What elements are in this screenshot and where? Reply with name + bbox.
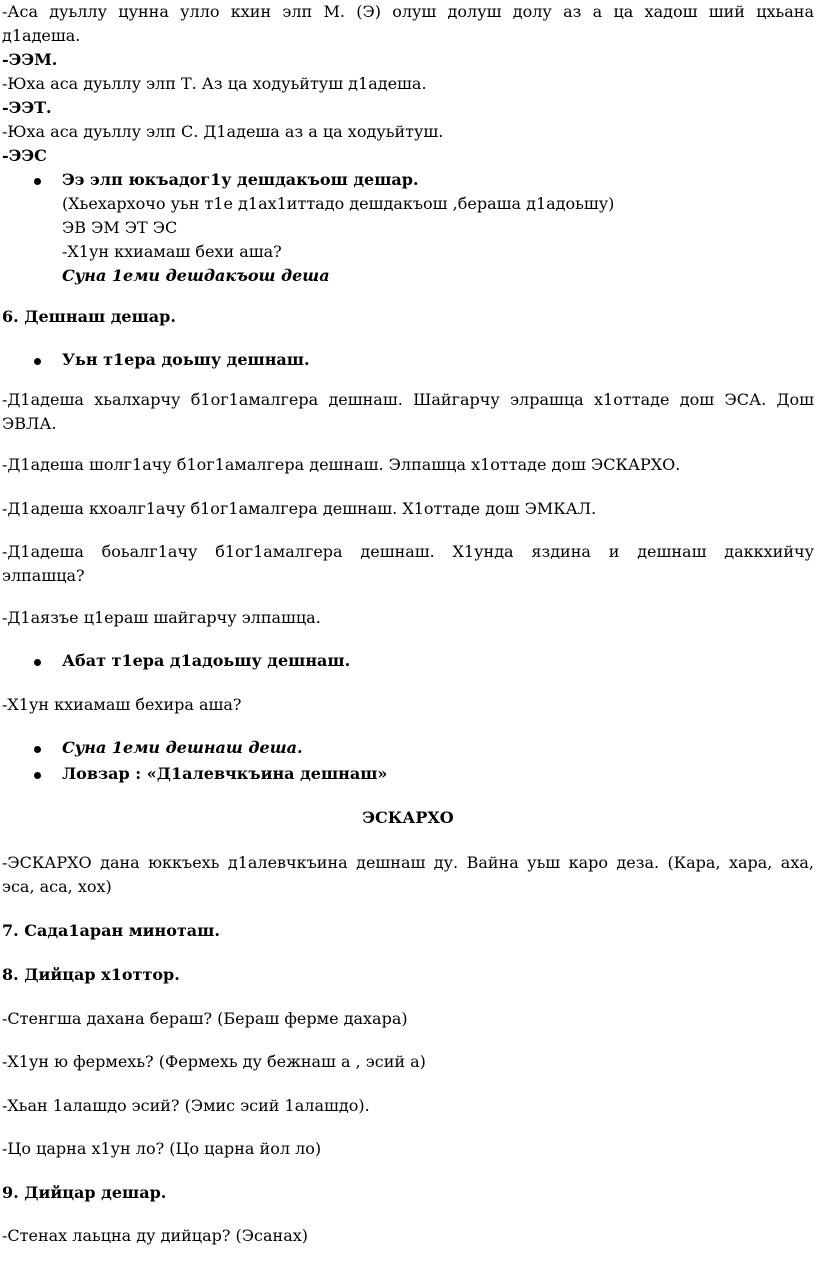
text-line: -Х1ун кхиамаш бехи аша?: [62, 242, 282, 261]
text-line: -Д1адеша кхоалг1ачу б1ог1амалгера дешнаш. Х1оттаде дош ЭМКАЛ.: [2, 499, 597, 518]
bullet-icon: [34, 746, 41, 753]
text-line: -Д1адеша хьалхарчу б1ог1амалгера дешнаш. Шайгарчу элрашца х1оттаде дош ЭСА. Дош: [2, 390, 814, 409]
text-line: -Аса дуьллу цунна улло кхин элп М. (Э) олуш долуш долу аз а ца хадош ший цхьана: [2, 2, 814, 21]
text-line: -Юха аса дуьллу элп Т. Аз ца ходуьйтуш д1адеша.: [2, 74, 427, 93]
bullet-icon: [34, 358, 41, 365]
text-line: -Д1адеша боьалг1ачу б1ог1амалгера дешнаш. Х1унда яздина и дешнаш даккхийчу: [2, 542, 814, 561]
text-line: Суна 1еми дешдакъош деша: [62, 266, 330, 285]
text-line: -Х1ун кхиамаш бехира аша?: [2, 695, 242, 714]
bullet-item: Ловзар : «Д1алевчкъина дешнаш»: [62, 764, 388, 783]
text-line: -Стенах лаьцна ду дийцар? (Эсанах): [2, 1226, 308, 1245]
text-line: (Хьехархочо уьн т1е д1ах1иттадо дешдакъош ,бераша д1адоьшу): [62, 194, 615, 213]
bullet-icon: [34, 772, 41, 779]
text-line: -Стенгша дахана бераш? (Бераш ферме дахара): [2, 1009, 408, 1028]
section-heading: 8. Дийцар х1оттор.: [2, 965, 180, 984]
heading-line: -ЭЭТ.: [2, 98, 52, 117]
bullet-item: Суна 1еми дешнаш деша.: [62, 738, 303, 757]
bullet-item: Абат т1ера д1адоьшу дешнаш.: [62, 651, 351, 670]
text-line: -Д1аязъе ц1ераш шайгарчу элпашца.: [2, 608, 321, 627]
text-line: д1адеша.: [2, 26, 81, 45]
text-line: ЭВЛА.: [2, 414, 57, 433]
text-line: элпашца?: [2, 566, 85, 585]
section-heading: 7. Сада1аран миноташ.: [2, 921, 220, 940]
centered-heading: ЭСКАРХО: [362, 808, 454, 827]
bullet-icon: [34, 178, 41, 185]
text-line: эса, аса, хох): [2, 877, 112, 896]
text-line: -Хьан 1алашдо эсий? (Эмис эсий 1алашдо).: [2, 1096, 370, 1115]
bullet-item: Ээ элп юкъадог1у дешдакъош дешар.: [62, 170, 419, 189]
text-line: ЭВ ЭМ ЭТ ЭС: [62, 218, 178, 237]
text-line: -ЭСКАРХО дана юккъехь д1алевчкъина дешнаш ду. Вайна уьш каро деза. (Кара, хара, аха,: [2, 853, 814, 872]
heading-line: -ЭЭМ.: [2, 50, 58, 69]
heading-line: -ЭЭС: [2, 146, 47, 165]
text-line: -Цо царна х1ун ло? (Цо царна йол ло): [2, 1139, 322, 1158]
bullet-icon: [34, 659, 41, 666]
text-line: -Юха аса дуьллу элп С. Д1адеша аз а ца ходуьйтуш.: [2, 122, 444, 141]
bullet-item: Уьн т1ера доьшу дешнаш.: [62, 350, 310, 369]
text-line: -Д1адеша шолг1ачу б1ог1амалгера дешнаш. Элпашца х1оттаде дош ЭСКАРХО.: [2, 455, 681, 474]
section-heading: 9. Дийцар дешар.: [2, 1183, 167, 1202]
section-heading: 6. Дешнаш дешар.: [2, 307, 176, 326]
text-line: -Х1ун ю фермехь? (Фермехь ду бежнаш а , эсий а): [2, 1052, 426, 1071]
